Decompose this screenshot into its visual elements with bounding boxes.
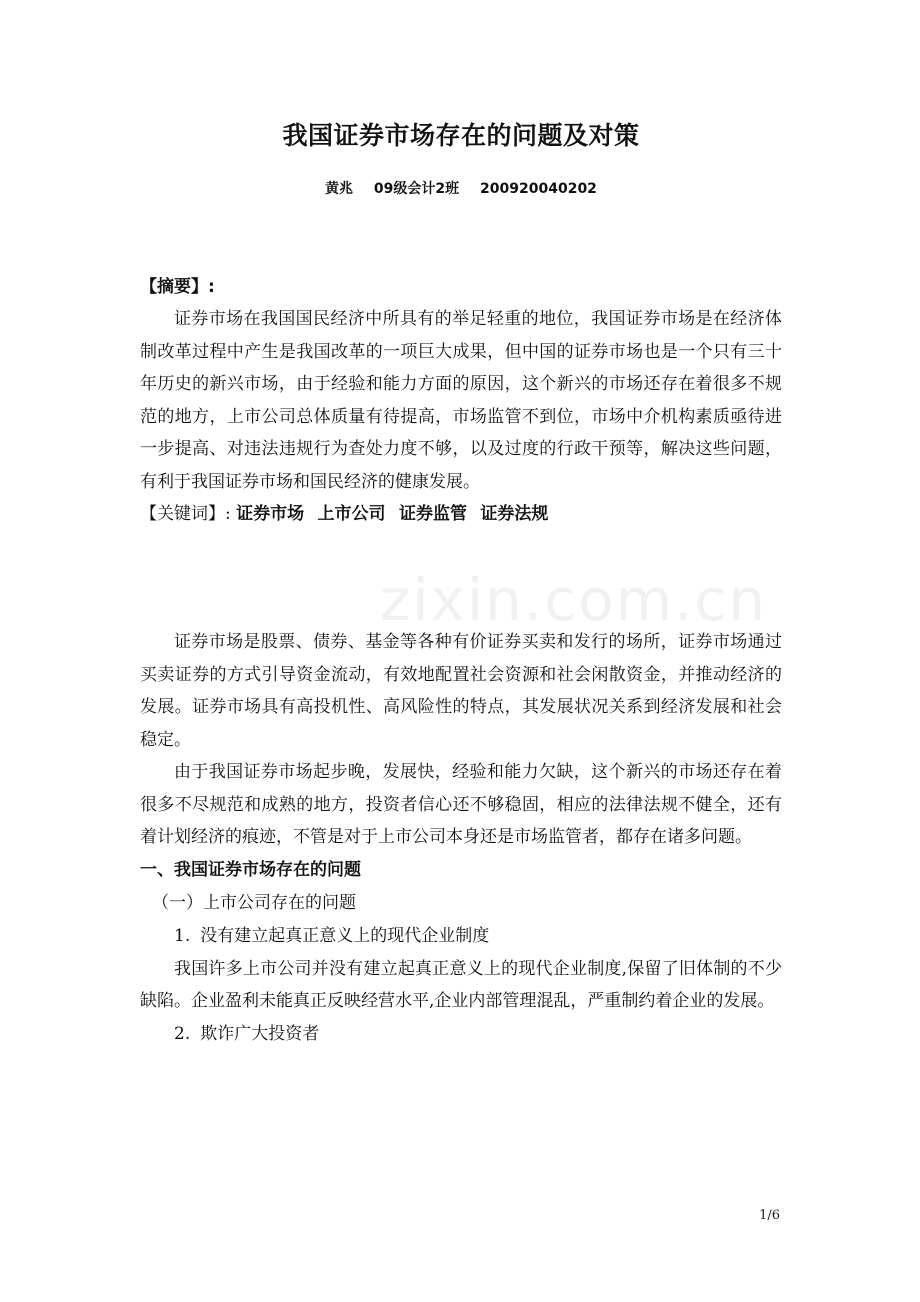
section-heading: 一、我国证券市场存在的问题 xyxy=(140,859,361,880)
keyword: 证券监管 xyxy=(398,504,467,524)
spacer xyxy=(140,530,782,626)
page-number: 1/6 xyxy=(759,1208,780,1223)
body-paragraph: 我国许多上市公司并没有建立起真正意义上的现代企业制度,保留了旧体制的不少缺陷。企业盈利未能真正反映经营水平,企业内部管理混乱，严重制约着企业的发展。 xyxy=(140,958,782,1011)
body-paragraph: 证券市场是股票、债券、基金等各种有价证券买卖和发行的场所，证券市场通过买卖证券的方式引导资金流动，有效地配置社会资源和社会闲散资金，并推动经济的发展。证券市场具有高投机性、高风险性的特点，其发展状况关系到经济发展和社会稳定。 xyxy=(140,632,782,750)
abstract-label: 【摘要】: xyxy=(140,277,215,297)
item-heading xyxy=(140,920,782,953)
body-paragraph: 由于我国证券市场起步晚，发展快，经验和能力欠缺，这个新兴的市场还存在着很多不尽规范和成熟的地方，投资者信心还不够稳固，相应的法律法规不健全，还有着计划经济的痕迹，不管是对于上市公司本身还是市场监管者，都存在诸多问题。 xyxy=(140,762,782,847)
watermark: zixin.com.cn xyxy=(380,566,768,634)
document-title: 我国证券市场存在的问题及对策 xyxy=(282,121,640,150)
author-class: 09级会计2班 xyxy=(373,181,460,197)
keyword: 证券法规 xyxy=(480,504,549,524)
author-line xyxy=(140,178,782,200)
keywords-label: 【关键词】: xyxy=(140,504,231,524)
author-name: 黄兆 xyxy=(325,181,354,197)
keyword: 上市公司 xyxy=(317,504,386,524)
item-title: 没有建立起真正意义上的现代企业制度 xyxy=(200,925,490,946)
keywords-line xyxy=(140,498,782,530)
keyword: 证券市场 xyxy=(236,504,305,524)
item-number: 1. xyxy=(174,925,191,946)
abstract-text: 证券市场在我国国民经济中所具有的举足轻重的地位，我国证券市场是在经济体制改革过程中产生是我国改革的一项巨大成果，但中国的证券市场也是一个只有三十年历史的新兴市场，由于经验和能力方面的原因，这个新兴的市场还存在着很多不规范的地方，上市公司总体质量有待提高，市场监管不到位，市场中介机构素质亟待进一步提高、对违法违规行为查处力度不够，以及过度的行政干预等，解决这些问题，有利于我国证券市场和国民经济的健康发展。 xyxy=(140,309,782,492)
document-content xyxy=(140,118,782,1051)
item-heading xyxy=(140,1018,782,1051)
subsection-heading: （一）上市公司存在的问题 xyxy=(152,892,356,913)
author-student-id: 200920040202 xyxy=(480,181,597,197)
item-number: 2. xyxy=(174,1023,191,1044)
item-title: 欺诈广大投资者 xyxy=(200,1023,320,1044)
